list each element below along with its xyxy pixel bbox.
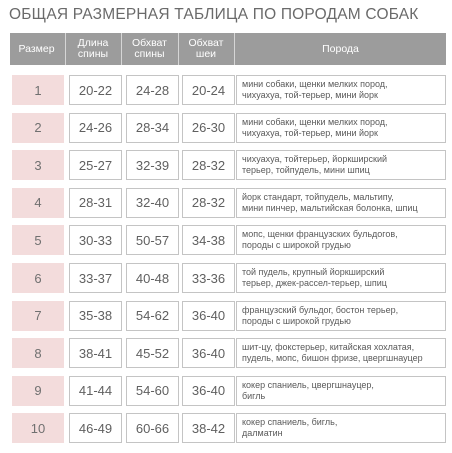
breed-cell	[236, 150, 446, 180]
back-length-cell: 28-31	[69, 188, 122, 218]
neck-girth-cell: 36-40	[182, 376, 235, 406]
neck-girth-cell: 26-30	[182, 113, 235, 143]
breed-cell	[236, 413, 446, 443]
breed-cell	[236, 225, 446, 255]
breed-text: чихуахуа, тойтерьер, йоркширский терьер, тойпудель, мини шпиц	[242, 154, 388, 176]
back-girth-cell: 28-34	[126, 113, 179, 143]
breed-cell	[236, 263, 446, 293]
size-cell: 4	[12, 188, 64, 218]
breed-text: мини собаки, щенки мелких пород, чихуахуа, той-терьер, мини йорк	[242, 79, 388, 100]
back-girth-cell: 50-57	[126, 225, 179, 255]
table-row	[12, 188, 446, 218]
table-row	[12, 338, 446, 368]
breed-text: йорк стандарт, тойпудель, мальтипу, мини пинчер, мальтийская болонка, шпиц	[242, 191, 418, 213]
neck-girth-cell: 36-40	[182, 301, 235, 331]
header-back-length: Длина спины	[77, 37, 109, 60]
back-length-cell: 25-27	[69, 150, 122, 180]
page-title: ОБЩАЯ РАЗМЕРНАЯ ТАБЛИЦА ПО ПОРОДАМ СОБАК	[9, 6, 419, 23]
breed-text: мини собаки, щенки мелких пород, чихуахуа, той-терьер, мини йорк	[242, 116, 388, 138]
breed-text: кокер спаниель, цвергшнауцер, бигль	[242, 379, 374, 401]
back-length-cell: 24-26	[69, 113, 122, 143]
header-back-girth: Обхват спины	[132, 37, 167, 60]
size-cell: 1	[12, 75, 64, 105]
table-row	[12, 301, 446, 331]
table-header	[10, 33, 446, 65]
breed-cell	[236, 113, 446, 143]
breed-text: шит-цу, фокстерьер, китайская хохлатая, пудель, мопс, бишон фризе, цвергшнауцер	[242, 342, 423, 364]
breed-cell	[236, 75, 446, 105]
table-row	[12, 225, 446, 255]
breed-text: мопс, щенки французских бульдогов, породы с широкой грудью	[242, 229, 398, 251]
neck-girth-cell: 28-32	[182, 188, 235, 218]
neck-girth-cell: 33-36	[182, 263, 235, 293]
back-length-cell: 41-44	[69, 376, 122, 406]
size-cell: 9	[12, 376, 64, 406]
back-girth-cell: 45-52	[126, 338, 179, 368]
breed-text: французский бульдог, бостон терьер, породы с широкой грудью	[242, 304, 399, 326]
size-cell: 3	[12, 150, 64, 180]
size-cell: 2	[12, 113, 64, 143]
back-length-cell: 20-22	[69, 75, 122, 105]
breed-cell	[236, 188, 446, 218]
neck-girth-cell: 36-40	[182, 338, 235, 368]
back-girth-cell: 54-62	[126, 301, 179, 331]
back-length-cell: 38-41	[69, 338, 122, 368]
table-row	[12, 413, 446, 443]
neck-girth-cell: 28-32	[182, 150, 235, 180]
table-row	[12, 376, 446, 406]
table-row	[12, 150, 446, 180]
back-girth-cell: 24-28	[126, 75, 179, 105]
breed-text: кокер спаниель, бигль, далматин	[242, 417, 338, 439]
back-girth-cell: 60-66	[126, 413, 179, 443]
table-row	[12, 113, 446, 143]
header-size: Размер	[18, 42, 55, 55]
size-cell: 8	[12, 338, 64, 368]
back-length-cell: 46-49	[69, 413, 122, 443]
back-length-cell: 35-38	[69, 301, 122, 331]
neck-girth-cell: 20-24	[182, 75, 235, 105]
back-girth-cell: 54-60	[126, 376, 179, 406]
breed-cell	[236, 376, 446, 406]
table-row	[12, 75, 446, 105]
header-neck-girth: Обхват шеи	[188, 37, 224, 60]
back-length-cell: 30-33	[69, 225, 122, 255]
header-breed: Порода	[322, 42, 359, 55]
back-girth-cell: 32-39	[126, 150, 179, 180]
breed-cell	[236, 301, 446, 331]
breed-text: той пудель, крупный йоркширский терьер, джек-рассел-терьер, шпиц	[242, 267, 387, 288]
breed-cell	[236, 338, 446, 368]
back-length-cell: 33-37	[69, 263, 122, 293]
size-cell: 6	[12, 263, 64, 293]
back-girth-cell: 32-40	[126, 188, 179, 218]
size-cell: 7	[12, 301, 64, 331]
back-girth-cell: 40-48	[126, 263, 179, 293]
neck-girth-cell: 34-38	[182, 225, 235, 255]
size-cell: 5	[12, 225, 64, 255]
size-cell: 10	[12, 413, 64, 443]
neck-girth-cell: 38-42	[182, 413, 235, 443]
table-row	[12, 263, 446, 293]
